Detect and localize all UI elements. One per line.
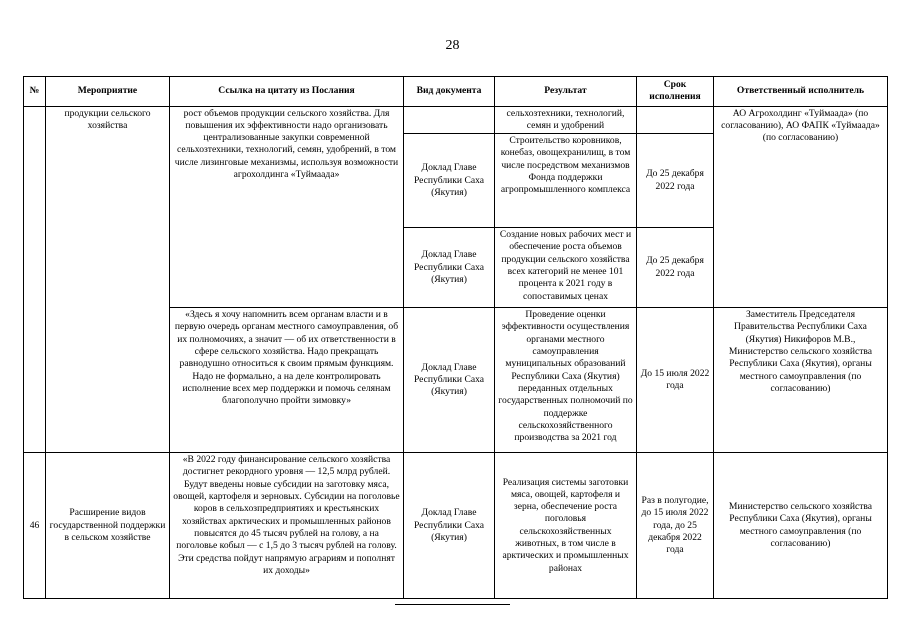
table-row — [24, 453, 888, 599]
cell-num — [24, 106, 46, 453]
cell-quote: «В 2022 году финансирование сельского хозяйства достигнет рекордного уровня — 12,5 млрд рублей. Будут введены новые субсидии на заготовку мяса, овощей, картофеля и зерновых. Субсидии на поголовье коров в сельхозпредприятиях и крестьянских хозяйствах арктических и промышленных районов повысятся до 45 тысяч рублей на голову, а на поголовье кобыл — с 1,5 до 3 тысяч рублей на голову. Эти средства пойдут напрямую аграриям и пополнят их доходы» — [170, 453, 404, 599]
cell-quote: рост объемов продукции сельского хозяйства. Для повышения их эффективности надо организовать централизованные закупки современной сельхозтехники, технологий, семян, удобрений, в том числе лизинговые механизмы, используя возможности агрохолдинга «Туймаада» — [170, 106, 404, 308]
page-number: 28 — [445, 38, 460, 53]
cell-responsible: Заместитель Председателя Правительства Республики Саха (Якутия) Никифоров М.В., Министерство сельского хозяйства Республики Саха (Якутия), органы местного самоуправления (по согласованию) — [714, 308, 888, 453]
cell-num: 46 — [24, 453, 46, 599]
cell-doc: Доклад Главе Республики Саха (Якутия) — [404, 134, 495, 228]
cell-responsible: Министерство сельского хозяйства Республики Саха (Якутия), органы местного самоуправления (по согласованию) — [714, 453, 888, 599]
footer-divider — [395, 604, 510, 605]
header-doc-type: Вид документа — [404, 77, 495, 107]
header-num: № — [24, 77, 46, 107]
cell-result: Реализация системы заготовки мяса, овощей, картофеля и зерна, обеспечение роста поголовья сельскохозяйственных животных, в том числе в арктических и промышленных районах — [495, 453, 637, 599]
cell-result: Создание новых рабочих мест и обеспечение роста объемов продукции сельского хозяйства всех категорий не менее 101 процента к 2021 году в сопоставимых ценах — [495, 228, 637, 308]
header-result: Результат — [495, 77, 637, 107]
cell-doc: Доклад Главе Республики Саха (Якутия) — [404, 228, 495, 308]
header-quote: Ссылка на цитату из Послания — [170, 77, 404, 107]
header-responsible: Ответственный исполнитель — [714, 77, 888, 107]
cell-deadline: До 15 июля 2022 года — [637, 308, 714, 453]
table-header-row — [24, 77, 888, 107]
cell-deadline — [637, 106, 714, 134]
cell-deadline: До 25 декабря 2022 года — [637, 228, 714, 308]
cell-result: Проведение оценки эффективности осуществления органами местного самоуправления муниципальных образований Республики Саха (Якутия) переданных отдельных государственных полномочий по поддержке сельскохозяйственного производства за 2021 год — [495, 308, 637, 453]
cell-responsible: АО Агрохолдинг «Туймаада» (по согласованию), АО ФАПК «Туймаада» (по согласованию) — [714, 106, 888, 308]
cell-doc: Доклад Главе Республики Саха (Якутия) — [404, 308, 495, 453]
table-row — [24, 106, 888, 134]
cell-deadline: До 25 декабря 2022 года — [637, 134, 714, 228]
cell-result: сельхозтехники, технологий, семян и удобрений — [495, 106, 637, 134]
cell-quote: «Здесь я хочу напомнить всем органам власти и в первую очередь органам местного самоуправления, об их полномочиях, а значит — об их ответственности в сфере сельского хозяйства. Надо прекращать равнодушно относиться к своим прямым функциям. Надо не формально, а на деле контролировать исполнение всех мер поддержки и помочь селянам благополучно пройти зимовку» — [170, 308, 404, 453]
header-deadline: Срок исполнения — [637, 77, 714, 107]
cell-event: продукции сельского хозяйства — [46, 106, 170, 453]
cell-doc: Доклад Главе Республики Саха (Якутия) — [404, 453, 495, 599]
cell-result: Строительство коровников, конебаз, овощехранилищ, в том числе посредством механизмов Фонда поддержки агропромышленного комплекса — [495, 134, 637, 228]
cell-doc — [404, 106, 495, 134]
cell-deadline: Раз в полугодие, до 15 июля 2022 года, до 25 декабря 2022 года — [637, 453, 714, 599]
header-event: Мероприятие — [46, 77, 170, 107]
cell-event: Расширение видов государственной поддержки в сельском хозяйстве — [46, 453, 170, 599]
plan-table — [23, 76, 888, 599]
